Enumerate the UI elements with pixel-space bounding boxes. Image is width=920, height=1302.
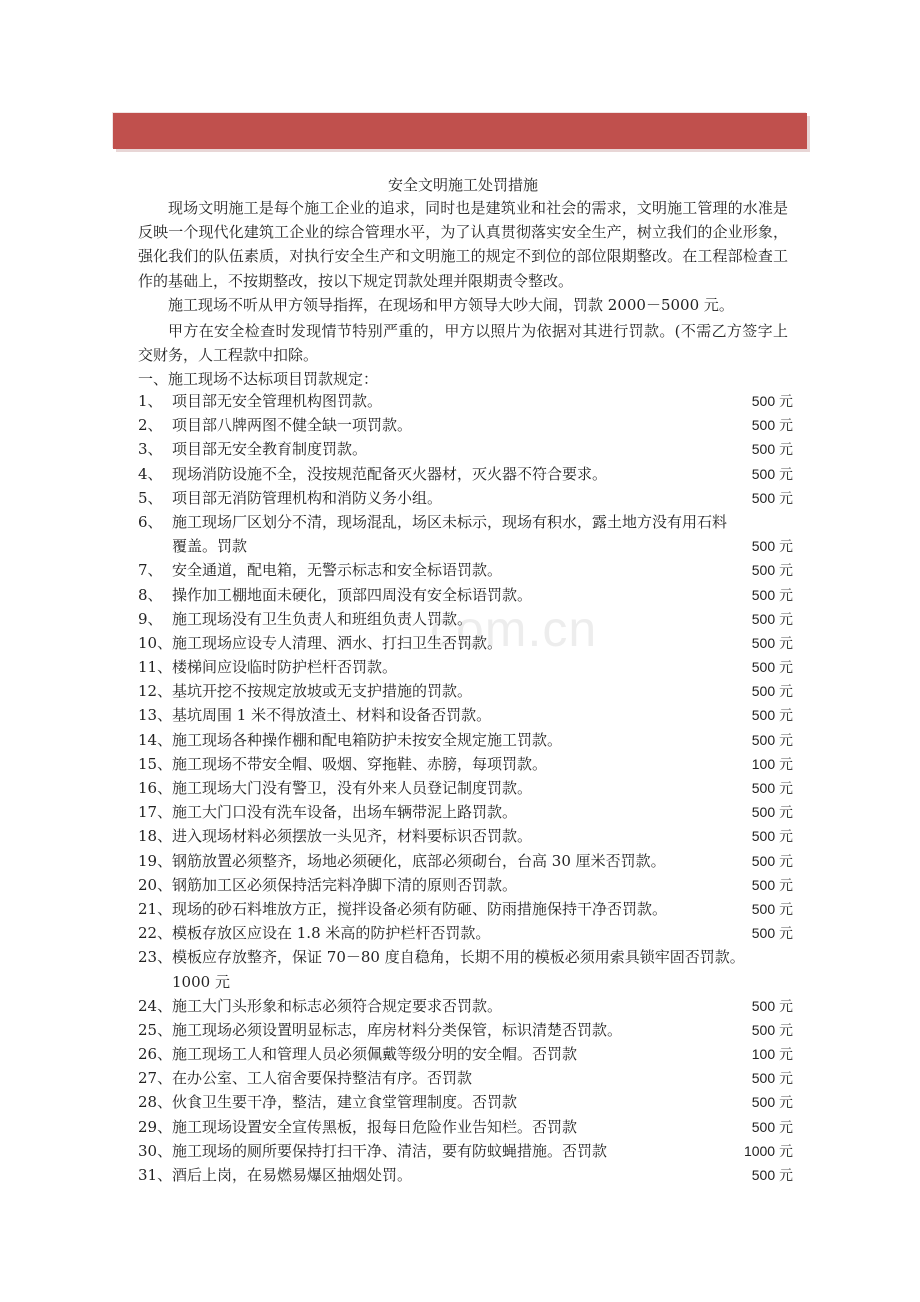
item-text: 施工现场应设专人清理、洒水、打扫卫生否罚款。	[172, 633, 503, 652]
item-number-spacer	[138, 534, 172, 558]
item-text-continued: 1000 元	[172, 972, 230, 991]
document-title: 安全文明施工处罚措施	[387, 176, 538, 194]
section-heading: 一、施工现场不达标项目罚款规定：	[138, 370, 379, 388]
intro-paragraph-1: 现场文明施工是每个施工企业的追求，同时也是建筑业和社会的需求，文明施工管理的水准是反映一个现代化建筑工企业的综合管理水平，为了认真贯彻落实安全生产，树立我们的企业形象，强化我们的队伍素质，对执行安全生产和文明施工的规定不到位的部位限期整改。在工程部检查工作的基础上，不按期整改，按以下规定罚款处理并限期责令整改。	[138, 199, 788, 290]
list-item	[138, 1066, 793, 1090]
item-number: 29、	[138, 1117, 173, 1136]
list-item	[138, 849, 793, 873]
item-number: 31、	[138, 1166, 173, 1184]
item-amount: 500 元	[751, 683, 793, 700]
item-text: 施工大门头形象和标志必须符合规定要求否罚款。	[172, 996, 503, 1015]
item-amount: 500 元	[751, 1021, 793, 1038]
item-number: 24、	[138, 996, 173, 1015]
list-item	[138, 389, 793, 413]
list-item	[138, 1042, 793, 1066]
item-amount: 500 元	[751, 393, 793, 409]
item-number: 14、	[138, 730, 173, 749]
item-text: 进入现场材料必须摆放一头见齐，材料要标识否罚款。	[172, 827, 533, 846]
item-text: 施工现场设置安全宣传黑板，报每日危险作业告知栏。否罚款	[172, 1117, 578, 1136]
item-amount	[713, 970, 793, 994]
list-item	[138, 752, 793, 776]
item-number: 28、	[138, 1093, 173, 1112]
item-amount: 500 元	[751, 997, 793, 1014]
list-item	[138, 462, 793, 486]
item-number: 21、	[138, 899, 173, 918]
item-amount: 500 元	[751, 586, 793, 603]
item-text: 施工现场厂区划分不清，现场混乱，场区未标示，现场有积水，露土地方没有用石料	[172, 512, 728, 531]
item-amount: 500 元	[751, 1070, 793, 1087]
item-text: 施工现场没有卫生负责人和班组负责人罚款。	[172, 609, 473, 628]
item-amount: 500 元	[751, 562, 793, 579]
item-amount: 500 元	[751, 538, 793, 555]
watermark: com.cn	[430, 601, 598, 657]
item-number: 27、	[138, 1069, 173, 1088]
list-item	[138, 558, 793, 582]
item-amount: 500 元	[751, 634, 793, 651]
item-number: 5、	[138, 488, 163, 507]
item-amount: 100 元	[751, 1046, 793, 1063]
item-text: 施工现场大门没有警卫，没有外来人员登记制度罚款。	[172, 779, 533, 797]
list-item	[138, 728, 793, 752]
item-text-continued: 覆盖。罚款	[172, 537, 248, 556]
item-number: 25、	[138, 1020, 173, 1039]
intro-paragraph-3: 甲方在安全检查时发现情节特别严重的，甲方以照片为依据对其进行罚款。(不需乙方签字上交财务，人工程款中扣除。	[138, 322, 788, 365]
item-number: 18、	[138, 827, 173, 846]
item-text: 楼梯间应设临时防护栏杆否罚款。	[172, 658, 398, 677]
item-text: 施工大门口没有洗车设备，出场车辆带泥上路罚款。	[172, 803, 518, 822]
list-item	[138, 486, 793, 510]
item-number: 22、	[138, 924, 173, 943]
list-item	[138, 1115, 793, 1139]
item-number: 1、	[138, 392, 163, 410]
item-number: 13、	[138, 706, 173, 725]
item-amount: 500 元	[751, 610, 793, 627]
item-text: 施工现场的厕所要保持打扫干净、清洁，要有防蚊蝇措施。否罚款	[172, 1141, 608, 1160]
item-text: 施工现场不带安全帽、吸烟、穿拖鞋、赤膀，每项罚款。	[172, 754, 548, 773]
item-amount: 500 元	[751, 489, 793, 506]
item-number: 23、	[138, 948, 173, 967]
item-text: 施工现场各种操作棚和配电箱防护未按安全规定施工罚款。	[172, 730, 563, 749]
intro-paragraph-2: 施工现场不听从甲方领导指挥，在现场和甲方领导大吵大闹，罚款 2000－5000 元。	[168, 296, 734, 314]
item-number: 26、	[138, 1045, 173, 1064]
item-text: 钢筋放置必须整齐，场地必须硬化，底部必须砌台，台高 30 厘米否罚款。	[172, 851, 666, 870]
item-text: 操作加工棚地面未硬化，顶部四周没有安全标语罚款。	[172, 585, 533, 604]
item-number: 7、	[138, 561, 163, 580]
item-text: 基坑周围 1 米不得放渣土、材料和设备否罚款。	[172, 706, 492, 725]
item-number: 17、	[138, 803, 173, 822]
item-number: 4、	[138, 464, 163, 483]
list-item	[138, 437, 793, 461]
list-item	[138, 703, 793, 727]
item-amount: 500 元	[751, 659, 793, 676]
item-amount: 100 元	[751, 755, 793, 772]
item-amount: 500 元	[751, 1167, 793, 1183]
header-banner	[113, 113, 807, 149]
item-amount: 500 元	[751, 900, 793, 917]
item-amount: 500 元	[751, 852, 793, 869]
item-amount	[727, 510, 807, 534]
item-number: 2、	[138, 416, 163, 435]
item-amount: 500 元	[751, 1118, 793, 1135]
list-item	[138, 1139, 793, 1163]
list-item	[138, 921, 793, 945]
item-text: 酒后上岗，在易燃易爆区抽烟处罚。	[172, 1166, 413, 1184]
item-amount: 500 元	[751, 804, 793, 821]
item-number: 3、	[138, 440, 163, 459]
item-number: 15、	[138, 754, 173, 773]
item-number: 20、	[138, 875, 173, 894]
item-text: 现场消防设施不全，没按规范配备灭火器材，灭火器不符合要求。	[172, 464, 608, 483]
item-number: 16、	[138, 779, 173, 797]
penalty-list	[138, 389, 793, 1187]
item-amount: 1000 元	[743, 1142, 793, 1159]
list-item	[138, 945, 793, 969]
item-text: 施工现场必须设置明显标志，库房材料分类保管，标识清楚否罚款。	[172, 1020, 623, 1039]
item-number: 19、	[138, 851, 173, 870]
item-amount: 500 元	[751, 925, 793, 942]
list-item	[138, 413, 793, 437]
item-text: 钢筋加工区必须保持活完料净脚下清的原则否罚款。	[172, 875, 518, 894]
item-amount: 500 元	[751, 465, 793, 482]
item-number-spacer	[138, 970, 172, 994]
item-text: 在办公室、工人宿舍要保持整洁有序。否罚款	[172, 1069, 473, 1088]
item-amount: 500 元	[751, 731, 793, 748]
list-item	[138, 510, 793, 534]
list-item	[138, 994, 793, 1018]
item-amount: 500 元	[751, 441, 793, 458]
item-text: 基坑开挖不按规定放坡或无支护措施的罚款。	[172, 682, 473, 701]
list-item-continuation	[138, 970, 793, 994]
item-text: 项目部无安全管理机构图罚款。	[172, 392, 383, 410]
list-item	[138, 679, 793, 703]
item-number: 8、	[138, 585, 163, 604]
item-number: 11、	[138, 658, 173, 677]
list-item	[138, 655, 793, 679]
item-text: 项目部八牌两图不健全缺一项罚款。	[172, 416, 413, 435]
item-text: 伙食卫生要干净，整洁，建立食堂管理制度。否罚款	[172, 1093, 518, 1112]
item-number: 12、	[138, 682, 173, 701]
item-text: 项目部无安全教育制度罚款。	[172, 440, 368, 459]
item-text: 安全通道，配电箱，无警示标志和安全标语罚款。	[172, 561, 503, 580]
item-amount: 500 元	[751, 417, 793, 434]
list-item	[138, 897, 793, 921]
item-amount: 500 元	[751, 1094, 793, 1111]
list-item	[138, 873, 793, 897]
item-amount: 500 元	[751, 828, 793, 845]
item-amount	[745, 945, 825, 969]
item-number: 30、	[138, 1141, 173, 1160]
list-item	[138, 824, 793, 848]
item-number: 10、	[138, 633, 173, 652]
list-item	[138, 1090, 793, 1114]
list-item	[138, 1018, 793, 1042]
item-number: 6、	[138, 512, 163, 531]
item-text: 模板存放区应设在 1.8 米高的防护栏杆否罚款。	[172, 924, 491, 943]
list-item	[138, 776, 793, 800]
item-number: 9、	[138, 609, 163, 628]
item-text: 现场的砂石料堆放方正，搅拌设备必须有防砸、防雨措施保持干净否罚款。	[172, 899, 668, 918]
list-item-continuation	[138, 534, 793, 558]
item-text: 施工现场工人和管理人员必须佩戴等级分明的安全帽。否罚款	[172, 1045, 578, 1064]
item-text: 模板应存放整齐，保证 70－80 度自稳角，长期不用的模板必须用索具锁牢固否罚款。	[172, 948, 745, 967]
item-amount: 500 元	[751, 876, 793, 893]
list-item	[138, 1163, 793, 1187]
item-amount: 500 元	[751, 780, 793, 796]
list-item	[138, 800, 793, 824]
item-text: 项目部无消防管理机构和消防义务小组。	[172, 488, 443, 507]
item-amount: 500 元	[751, 707, 793, 724]
